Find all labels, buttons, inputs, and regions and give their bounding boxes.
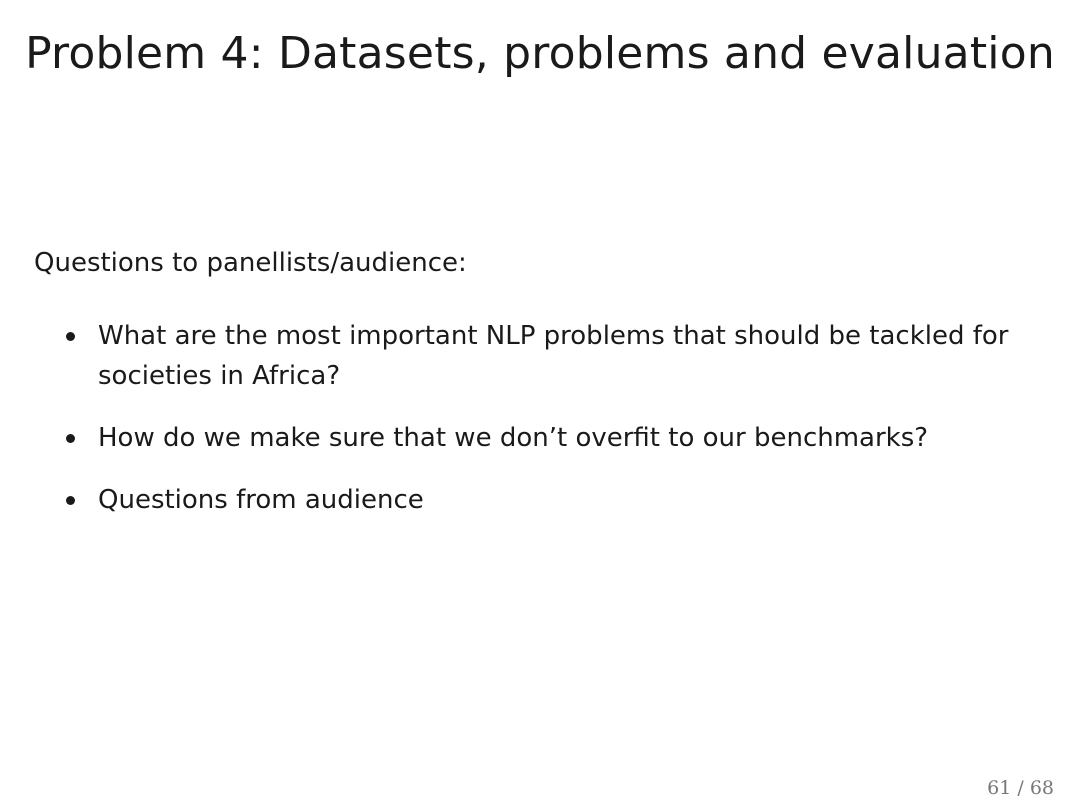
bullet-text: What are the most important NLP problems that should be tackled for societies in Africa?: [98, 321, 1009, 391]
bullet-text: How do we make sure that we don’t overfit to our benchmarks?: [98, 423, 929, 453]
slide-title: Problem 4: Datasets, problems and evaluation: [25, 28, 1055, 79]
bullet-dot-icon: [66, 332, 75, 341]
bullet-dot-icon: [66, 434, 75, 443]
bullet-item: [64, 418, 1024, 458]
page-number: 61 / 68: [987, 777, 1054, 799]
bullet-text: Questions from audience: [98, 485, 424, 515]
intro-text: Questions to panellists/audience:: [34, 248, 467, 278]
bullet-item: [64, 480, 1024, 520]
bullet-dot-icon: [66, 496, 75, 505]
bullet-list: [64, 316, 1024, 542]
bullet-item: [64, 316, 1024, 396]
